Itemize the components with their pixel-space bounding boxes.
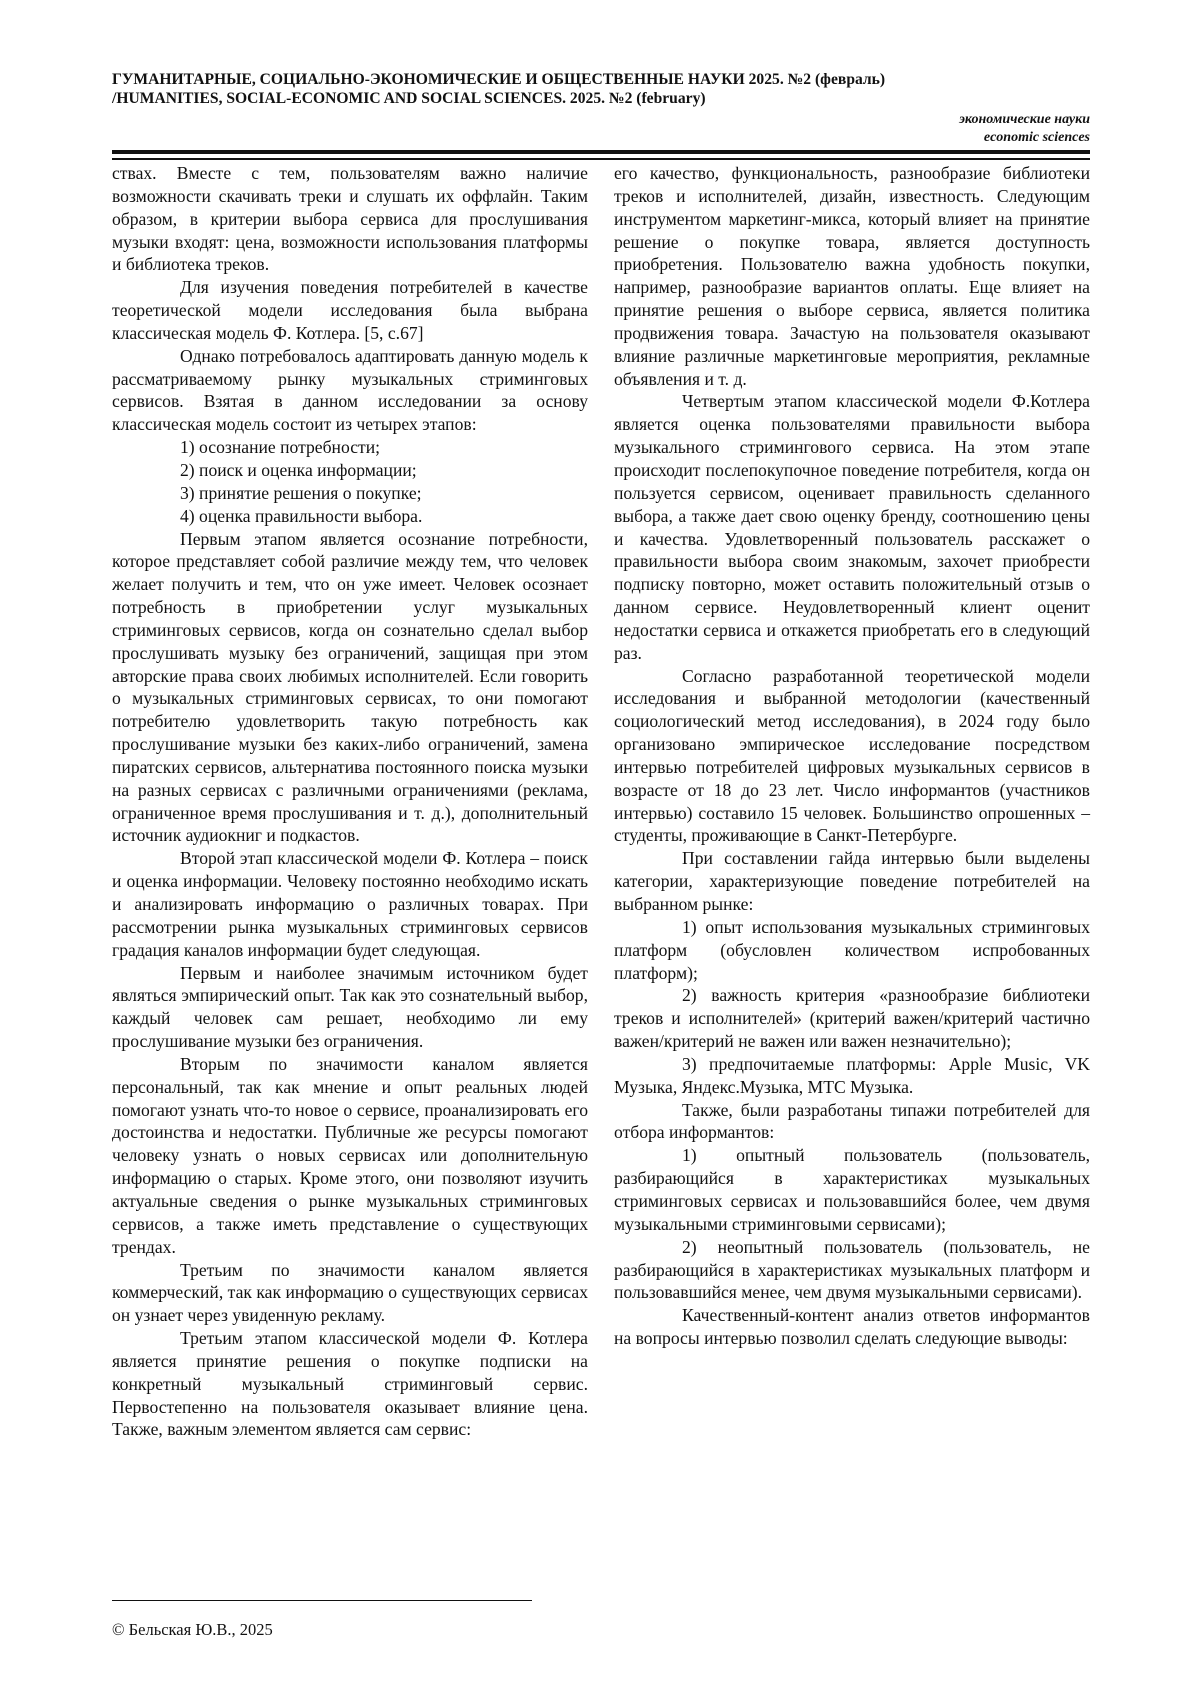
paragraph: Вторым по значимости каналом является персональный, так как мнение и опыт реальных людей помогают узнать что-то новое о сервисе, проанализировать его достоинства и недостатки. Публичные же ресурсы помогают человеку узнать о новых сервисах или дополнительную информацию о старых. Кроме этого, они позволяют изучить актуальные сведения о рынке музыкальных стриминговых сервисов, а также иметь представление о существующих трендах.	[112, 1053, 588, 1257]
section-label	[959, 111, 1090, 146]
copyright-notice: © Бельская Ю.В., 2025	[112, 1620, 273, 1639]
list-item: 2) поиск и оценка информации;	[180, 459, 417, 480]
right-column	[614, 162, 1090, 1350]
paragraph: Качественный-контент анализ ответов информантов на вопросы интервью позволил сделать следующие выводы:	[614, 1305, 1090, 1349]
paragraph: Первым и наиболее значимым источником будет являться эмпирический опыт. Так как это сознательный выбор, каждый человек сам решает, необходимо ли ему прослушивание музыки без ограничения.	[112, 962, 588, 1052]
list-item: 1) опытный пользователь (пользователь, разбирающийся в характеристиках музыкальных стриминговых сервисах и пользовавшийся более, чем двумя музыкальными стриминговыми сервисами);	[614, 1145, 1090, 1234]
paragraph: Однако потребовалось адаптировать данную модель к рассматриваемому рынку музыкальных стриминговых сервисов. Взятая в данном исследовании за основу классическая модель состоит из четырех этапов:	[112, 345, 588, 435]
journal-title-en: /HUMANITIES, SOCIAL-ECONOMIC AND SOCIAL SCIENCES. 2025. №2 (february)	[112, 90, 706, 107]
journal-header	[112, 70, 1090, 108]
list-item: 1) опыт использования музыкальных стриминговых платформ (обусловлен количеством испробованных платформ);	[614, 916, 1090, 983]
paragraph: Третьим этапом классической модели Ф. Котлера является принятие решения о покупке подписки на конкретный музыкальный стриминговый сервис. Первостепенно на пользователя оказывает влияние цена. Также, важным элементом является сам сервис:	[112, 1328, 588, 1440]
paragraph: Также, были разработаны типажи потребителей для отбора информантов:	[614, 1099, 1090, 1143]
list-item: 3) принятие решения о покупке;	[180, 482, 422, 503]
paragraph: ствах. Вместе с тем, пользователям важно наличие возможности скачивать треки и слушать их оффлайн. Таким образом, в критерии выбора сервиса для прослушивания музыки входят: цена, возможности использования платформы и библиотека треков.	[112, 163, 588, 275]
list-item: 4) оценка правильности выбора.	[180, 505, 423, 526]
paragraph: Четвертым этапом классической модели Ф.Котлера является оценка пользователями правильности выбора музыкального стримингового сервиса. На этом этапе происходит послепокупочное поведение потребителя, когда он пользуется сервисом, оценивает правильность сделанного выбора, а также дает свою оценку бренду, соотношению цены и качества. Удовлетворенный пользователь расскажет о правильности выбора своим знакомым, захочет приобрести подписку повторно, может оставить положительный отзыв о данном сервисе. Неудовлетворенный клиент оценит недостатки сервиса и откажется приобретать его в следующий раз.	[614, 391, 1090, 663]
header-rule-thick	[112, 150, 1090, 154]
paragraph: его качество, функциональность, разнообразие библиотеки треков и исполнителей, дизайн, известность. Следующим инструментом маркетинг-микса, который влияет на принятие решение о покупке товара, является доступность приобретения. Пользователю важна удобность покупки, например, разнообразие вариантов оплаты. Еще влияет на принятие решения о выборе сервиса, является политика продвижения товара. Зачастую на пользователя оказывают влияние различные маркетинговые мероприятия, рекламные объявления и т. д.	[614, 163, 1090, 389]
footnote-rule	[112, 1600, 532, 1601]
list-item: 3) предпочитаемые платформы: Apple Music, VK Музыка, Яндекс.Музыка, МТС Музыка.	[614, 1053, 1090, 1097]
section-label-ru: экономические науки	[959, 112, 1090, 127]
list-item: 2) неопытный пользователь (пользователь, не разбирающийся в характеристиках музыкальных платформ и пользовавшийся менее, чем двумя музыкальными сервисами).	[614, 1236, 1090, 1303]
paragraph: Первым этапом является осознание потребности, которое представляет собой различие между тем, что человек желает получить и тем, что он уже имеет. Человек осознает потребность в приобретении услуг музыкальных стриминговых сервисов, когда он сознательно сделал выбор прослушивать музыку без ограничений, защищая при этом авторские права своих любимых исполнителей. Если говорить о музыкальных стриминговых сервисах, то они помогают потребителю удовлетворить такую потребность как прослушивание музыки без каких-либо ограничений, замена пиратских сервисов, альтернатива постоянного поиска музыки на разных сервисах с различными ограничениями (реклама, ограниченное время прослушивания и т. д.), дополнительный источник аудиокниг и подкастов.	[112, 528, 588, 846]
list-item: 2) важность критерия «разнообразие библиотеки треков и исполнителей» (критерий важен/критерий частично важен/критерий не важен или важен незначительно);	[614, 985, 1090, 1052]
paragraph: Согласно разработанной теоретической модели исследования и выбранной методологии (качественный социологический метод исследования), в 2024 году было организовано эмпирическое исследование посредством интервью потребителей цифровых музыкальных сервисов в возрасте от 18 до 23 лет. Число информантов (участников интервью) составило 15 человек. Большинство опрошенных – студенты, проживающие в Санкт-Петербурге.	[614, 665, 1090, 846]
paragraph: Второй этап классической модели Ф. Котлера – поиск и оценка информации. Человеку постоянно необходимо искать и анализировать информацию о различных товарах. При рассмотрении рынка музыкальных стриминговых сервисов градация каналов информации будет следующая.	[112, 848, 588, 960]
section-label-en: economic sciences	[983, 129, 1090, 145]
header-rule-thin	[112, 158, 1090, 160]
list-item: 1) осознание потребности;	[180, 437, 381, 458]
journal-title-ru: ГУМАНИТАРНЫЕ, СОЦИАЛЬНО-ЭКОНОМИЧЕСКИЕ И ОБЩЕСТВЕННЫЕ НАУКИ 2025. №2 (февраль)	[112, 71, 886, 88]
paragraph: Третьим по значимости каналом является коммерческий, так как информацию о существующих сервисах он узнает через увиденную рекламу.	[112, 1259, 588, 1326]
paragraph: Для изучения поведения потребителей в качестве теоретической модели исследования была выбрана классическая модель Ф. Котлера. [5, с.67]	[112, 277, 588, 343]
left-column	[112, 162, 588, 1441]
paragraph: При составлении гайда интервью были выделены категории, характеризующие поведение потребителей на выбранном рынке:	[614, 848, 1090, 914]
